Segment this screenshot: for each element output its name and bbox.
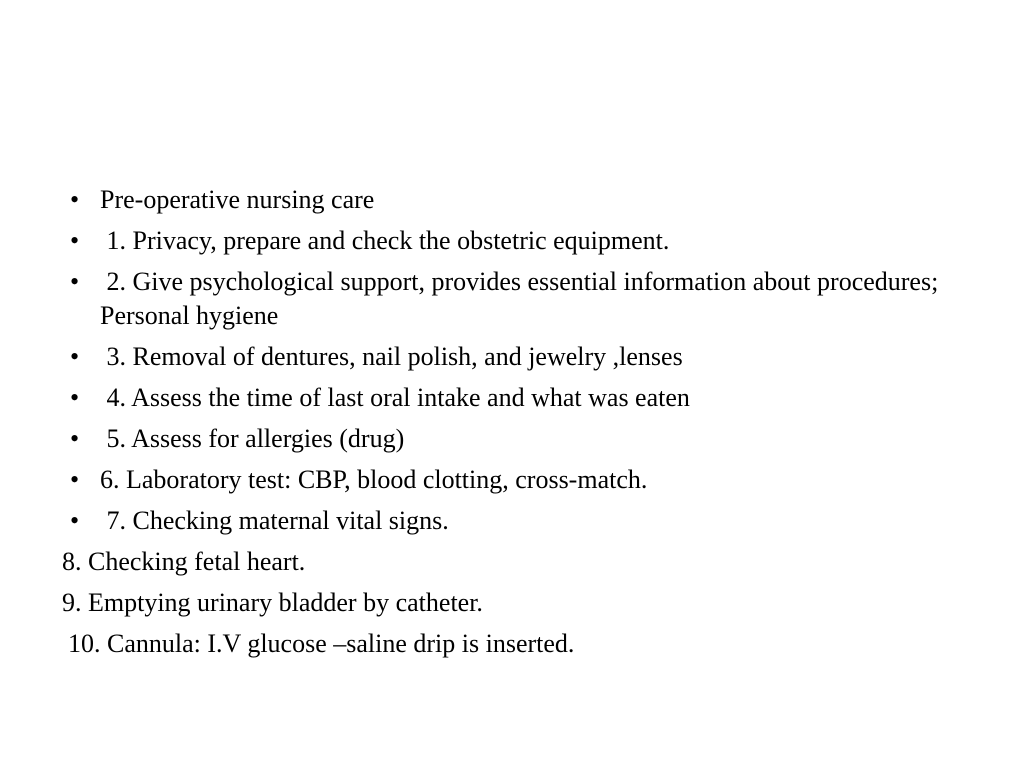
list-item-text: 4. Assess the time of last oral intake and what was eaten bbox=[100, 383, 690, 412]
list-item bbox=[62, 463, 982, 497]
list-item-text: 2. Give psychological support, provides essential information about procedures; Personal hygiene bbox=[100, 267, 945, 330]
plain-line: 8. Checking fetal heart. bbox=[62, 547, 306, 576]
bullet-icon: • bbox=[70, 383, 80, 412]
bullet-icon: • bbox=[70, 424, 80, 453]
list-item-text: 6. Laboratory test: CBP, blood clotting, cross-match. bbox=[100, 465, 648, 494]
list-item bbox=[62, 224, 982, 258]
list-item bbox=[62, 340, 982, 374]
bullet-icon: • bbox=[70, 226, 80, 255]
bullet-icon: • bbox=[70, 185, 80, 214]
plain-line: 9. Emptying urinary bladder by catheter. bbox=[62, 588, 483, 617]
plain-line: 10. Cannula: I.V glucose –saline drip is inserted. bbox=[68, 629, 575, 658]
list-item-text: 5. Assess for allergies (drug) bbox=[100, 424, 405, 453]
bullet-list bbox=[62, 183, 982, 538]
list-item bbox=[62, 504, 982, 538]
bullet-icon: • bbox=[70, 465, 80, 494]
list-item bbox=[62, 381, 982, 415]
list-item bbox=[62, 422, 982, 456]
slide-body bbox=[62, 183, 982, 668]
list-item bbox=[62, 265, 982, 333]
bullet-icon: • bbox=[70, 506, 80, 535]
list-item-text: Pre-operative nursing care bbox=[100, 185, 375, 214]
list-item-text: 3. Removal of dentures, nail polish, and jewelry ,lenses bbox=[100, 342, 683, 371]
list-item-text: 7. Checking maternal vital signs. bbox=[100, 506, 449, 535]
list-item bbox=[62, 183, 982, 217]
list-item-text: 1. Privacy, prepare and check the obstetric equipment. bbox=[100, 226, 670, 255]
bullet-icon: • bbox=[70, 267, 80, 296]
bullet-icon: • bbox=[70, 342, 80, 371]
